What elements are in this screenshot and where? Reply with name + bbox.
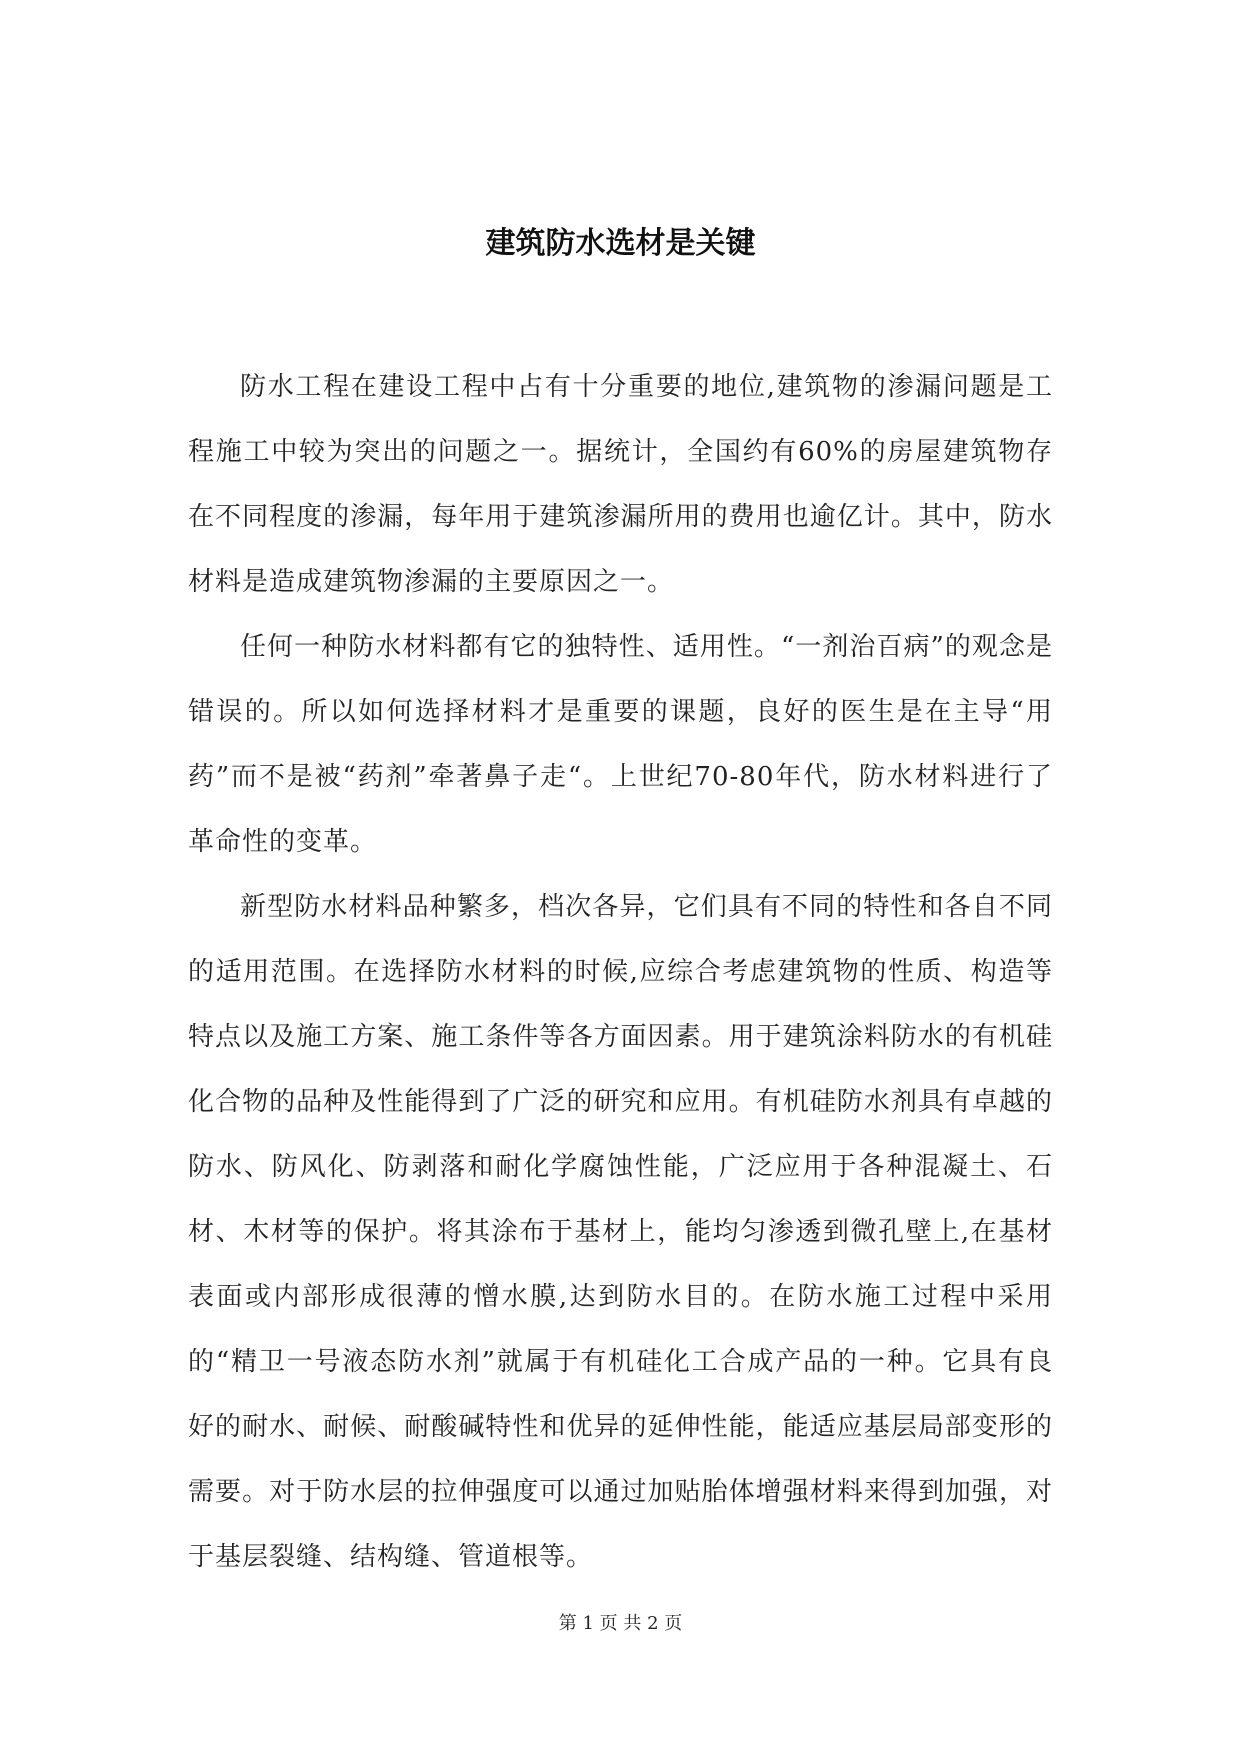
page-footer: 第 1 页 共 2 页 [558, 1613, 683, 1634]
document-title: 建筑防水选材是关键 [485, 226, 756, 261]
paragraph-1: 防水工程在建设工程中占有十分重要的地位,建筑物的渗漏问题是工程施工中较为突出的问题之一。据统计，全国约有60%的房屋建筑物存在不同程度的渗漏，每年用于建筑渗漏所用的费用也逾亿计。其中，防水材料是造成建筑物渗漏的主要原因之一。 [188, 372, 1053, 597]
paragraph-2: 任何一种防水材料都有它的独特性、适用性。“一剂治百病”的观念是错误的。所以如何选择材料才是重要的课题，良好的医生是在主导“用药”而不是被“药剂”牵著鼻子走“。上世纪70-80年代，防水材料进行了革命性的变革。 [188, 632, 1053, 857]
paragraph-3: 新型防水材料品种繁多，档次各异，它们具有不同的特性和各自不同的适用范围。在选择防水材料的时候,应综合考虑建筑物的性质、构造等特点以及施工方案、施工条件等各方面因素。用于建筑涂料防水的有机硅化合物的品种及性能得到了广泛的研究和应用。有机硅防水剂具有卓越的防水、防风化、防剥落和耐化学腐蚀性能，广泛应用于各种混凝土、石材、木材等的保护。将其涂布于基材上，能均匀渗透到微孔壁上,在基材表面或内部形成很薄的憎水膜,达到防水目的。在防水施工过程中采用的“精卫一号液态防水剂”就属于有机硅化工合成产品的一种。它具有良好的耐水、耐候、耐酸碱特性和优异的延伸性能，能适应基层局部变形的需要。对于防水层的拉伸强度可以通过加贴胎体增强材料来得到加强，对于基层裂缝、结构缝、管道根等。 [188, 892, 1053, 1572]
document-body [188, 355, 1053, 1590]
